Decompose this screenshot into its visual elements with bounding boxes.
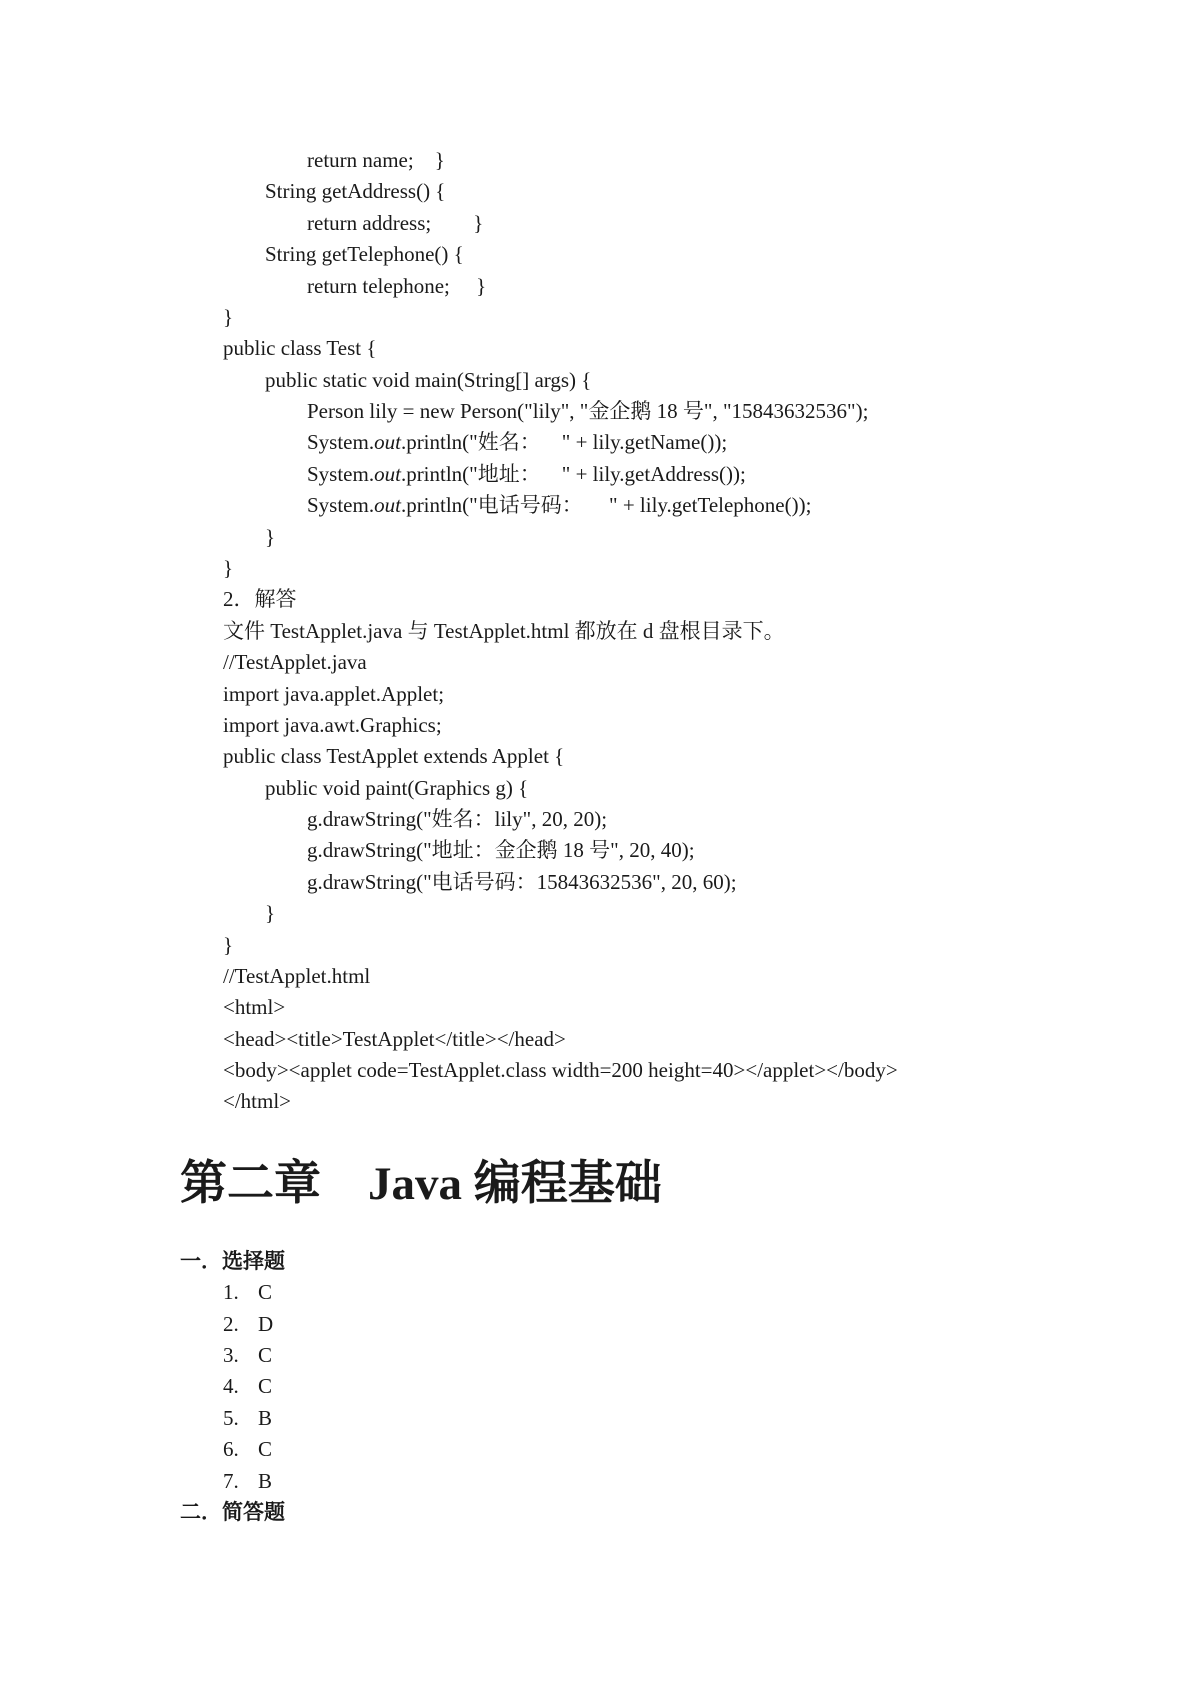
- code-line: Person lily = new Person("lily", "金企鹅 18 号", "15843632536");: [307, 399, 869, 423]
- answer-value: C: [258, 1280, 273, 1304]
- code-line: [307, 461, 746, 487]
- answer-note: 文件 TestApplet.java 与 TestApplet.html 都放在 d 盘根目录下。: [223, 619, 785, 643]
- code-line: }: [265, 525, 276, 549]
- code-italic: out: [374, 430, 401, 454]
- code-line: //TestApplet.html: [223, 964, 371, 988]
- code-line: return name; }: [307, 148, 445, 172]
- answer-value: B: [258, 1406, 273, 1430]
- answer-number: 1.: [223, 1280, 239, 1304]
- code-line: }: [223, 556, 234, 580]
- section-title-short-answer: 二．简答题: [180, 1500, 285, 1524]
- code-line: String getTelephone() {: [265, 242, 464, 266]
- code-line: public static void main(String[] args) {: [265, 368, 592, 392]
- code-line: }: [223, 933, 234, 957]
- answer-value: C: [258, 1374, 273, 1398]
- code-line: return telephone; }: [307, 274, 487, 298]
- code-line: g.drawString("电话号码：15843632536", 20, 60);: [307, 870, 737, 894]
- answer-number: 3.: [223, 1343, 239, 1367]
- code-line: <head><title>TestApplet</title></head>: [223, 1027, 566, 1051]
- code-text: System.: [307, 493, 375, 517]
- code-line: public void paint(Graphics g) {: [265, 776, 529, 800]
- code-line: <html>: [223, 995, 286, 1019]
- code-line: }: [265, 901, 276, 925]
- code-line: return address; }: [307, 211, 484, 235]
- code-italic: out: [374, 493, 401, 517]
- code-line: </html>: [223, 1089, 292, 1113]
- answer-value: C: [258, 1437, 273, 1461]
- code-line: public class Test {: [223, 336, 377, 360]
- answer-number: 4.: [223, 1374, 239, 1398]
- answer-number: 5.: [223, 1406, 239, 1430]
- answer-number: 2.: [223, 1312, 239, 1336]
- code-text: .println("姓名： " + lily.getName());: [400, 430, 728, 454]
- code-line: //TestApplet.java: [223, 650, 367, 674]
- answer-heading: 2．解答: [223, 587, 297, 611]
- code-line: }: [223, 305, 234, 329]
- code-line: [307, 429, 727, 455]
- code-line: import java.applet.Applet;: [223, 682, 445, 706]
- code-text: System.: [307, 430, 375, 454]
- code-line: g.drawString("姓名：lily", 20, 20);: [307, 807, 608, 831]
- code-text: .println("地址： " + lily.getAddress());: [400, 462, 746, 486]
- code-line: <body><applet code=TestApplet.class width=200 height=40></applet></body>: [223, 1058, 898, 1082]
- code-line: import java.awt.Graphics;: [223, 713, 442, 737]
- chapter-title: 第二章 Java 编程基础: [180, 1158, 662, 1210]
- answer-value: C: [258, 1343, 273, 1367]
- code-line: public class TestApplet extends Applet {: [223, 744, 565, 768]
- code-text: .println("电话号码： " + lily.getTelephone());: [400, 493, 812, 517]
- code-line: [307, 492, 811, 518]
- code-line: String getAddress() {: [265, 179, 446, 203]
- answer-value: B: [258, 1469, 273, 1493]
- code-italic: out: [374, 462, 401, 486]
- code-line: g.drawString("地址：金企鹅 18 号", 20, 40);: [307, 838, 695, 862]
- answer-value: D: [258, 1312, 274, 1336]
- answer-number: 6.: [223, 1437, 239, 1461]
- code-text: System.: [307, 462, 375, 486]
- answer-number: 7.: [223, 1469, 239, 1493]
- section-title-multiple-choice: 一．选择题: [180, 1249, 285, 1273]
